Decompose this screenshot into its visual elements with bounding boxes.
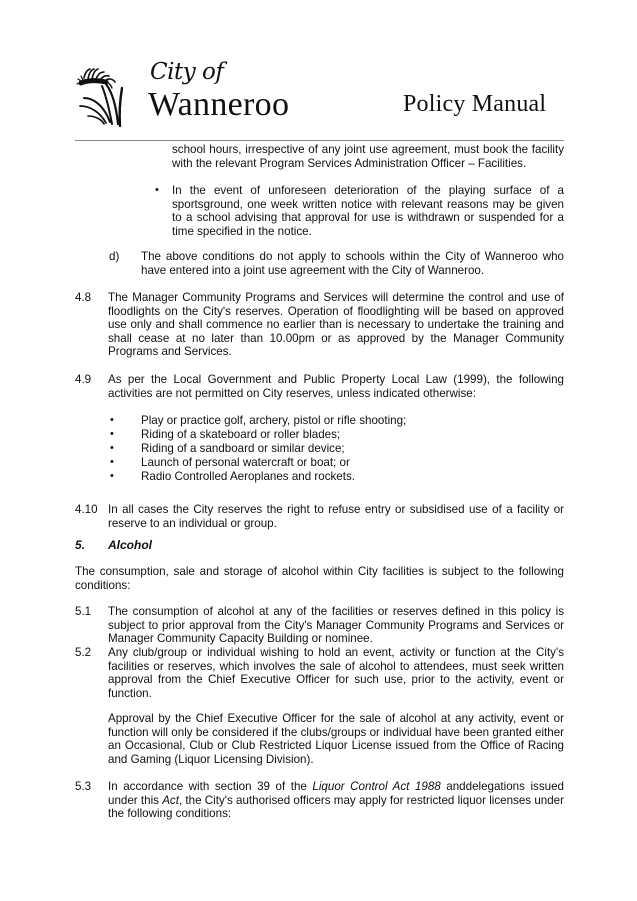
- list-item: Riding of a sandboard or similar device;: [141, 442, 345, 455]
- section-5-number: 5.: [75, 538, 86, 552]
- list-item: Radio Controlled Aeroplanes and rockets.: [141, 470, 355, 483]
- clause-5-3-number: 5.3: [75, 780, 92, 793]
- clause-5-2-text: Any club/group or individual wishing to hold an event, activity or function at the City's facilities or reserves, which involves the sale of alcohol to attendees, must seek written approval from the Chief Executive Officer for such use, prior to the activity, event or function.: [108, 646, 564, 700]
- bullet-icon: •: [110, 456, 114, 468]
- section-5-intro: The consumption, sale and storage of alcohol within City facilities is subject to the following conditions:: [75, 565, 564, 592]
- bullet-icon: •: [155, 184, 159, 196]
- item-d-text: The above conditions do not apply to schools within the City of Wanneroo who have entered into a joint use agreement with the City of Wanneroo.: [141, 250, 564, 277]
- clause-5-2-number: 5.2: [75, 646, 92, 659]
- list-item: Riding of a skateboard or roller blades;: [141, 428, 341, 441]
- clause-4-10-number: 4.10: [75, 503, 98, 516]
- clause-5-3-text-a: In accordance with section 39 of the: [108, 780, 313, 793]
- bullet-deterioration-text: In the event of unforeseen deterioration of the playing surface of a sportsground, one week written notice with relevant reasons may be given to a school advising that approval for use is withdrawn or suspended for a time specified in the notice.: [172, 184, 564, 238]
- clause-5-1-text: The consumption of alcohol at any of the facilities or reserves defined in this policy is subject to prior approval from the City's Manager Community Programs and Services or Manager Community Capacity Building or nominee.: [108, 605, 564, 646]
- list-item: Launch of personal watercraft or boat; or: [141, 456, 350, 469]
- clause-5-3-text-b: anddelegations issued under this: [108, 780, 564, 807]
- logo-city-of: City of: [150, 59, 224, 85]
- clause-5-1-number: 5.1: [75, 605, 92, 618]
- clause-4-9-number: 4.9: [75, 373, 92, 386]
- header-divider: [75, 140, 564, 141]
- clause-5-3-text-c: , the City's authorised officers may apply for restricted liquor licenses under the following conditions:: [108, 793, 564, 821]
- clause-4-9-text: As per the Local Government and Public Property Local Law (1999), the following activities are not permitted on City reserves, unless indicated otherwise:: [108, 373, 564, 400]
- item-d-label: d): [109, 250, 120, 263]
- bullet-icon: •: [110, 442, 114, 454]
- kangaroo-paw-icon: [76, 66, 146, 128]
- bullet-icon: •: [110, 470, 114, 482]
- clause-4-10-text: In all cases the City reserves the right to refuse entry or subsidised use of a facility or reserve to an individual or group.: [108, 503, 564, 530]
- act-short: Act: [162, 793, 179, 807]
- continued-bullet-text: school hours, irrespective of any joint use agreement, must book the facility with the relevant Program Services Administration Officer – Facilities.: [172, 143, 564, 170]
- bullet-icon: •: [110, 414, 114, 426]
- logo-wanneroo: Wanneroo: [148, 86, 290, 123]
- section-5-title: Alcohol: [108, 538, 152, 552]
- clause-5-3-text: [108, 780, 564, 821]
- clause-5-2-approval-paragraph: Approval by the Chief Executive Officer for the sale of alcohol at any activity, event or function will only be considered if the clubs/groups or individual have been granted either an Occasional, Club or Club Restricted Liquor License issued from the Office of Racing and Gaming (Liquor Licensing Division).: [108, 712, 564, 766]
- list-item: Play or practice golf, archery, pistol or rifle shooting;: [141, 414, 407, 427]
- clause-4-8-text: The Manager Community Programs and Services will determine the control and use of floodlights on the City's reserves. Operation of floodlighting will be based on approved use only and shall commence no earlier than is necessary to undertake the training and shall cease at no later than 10.00pm or as approved by the Manager Community Programs and Services.: [108, 291, 564, 359]
- clause-4-8-number: 4.8: [75, 291, 92, 304]
- act-name: Liquor Control Act 1988: [312, 780, 441, 793]
- bullet-icon: •: [110, 428, 114, 440]
- document-title: Policy Manual: [403, 91, 547, 117]
